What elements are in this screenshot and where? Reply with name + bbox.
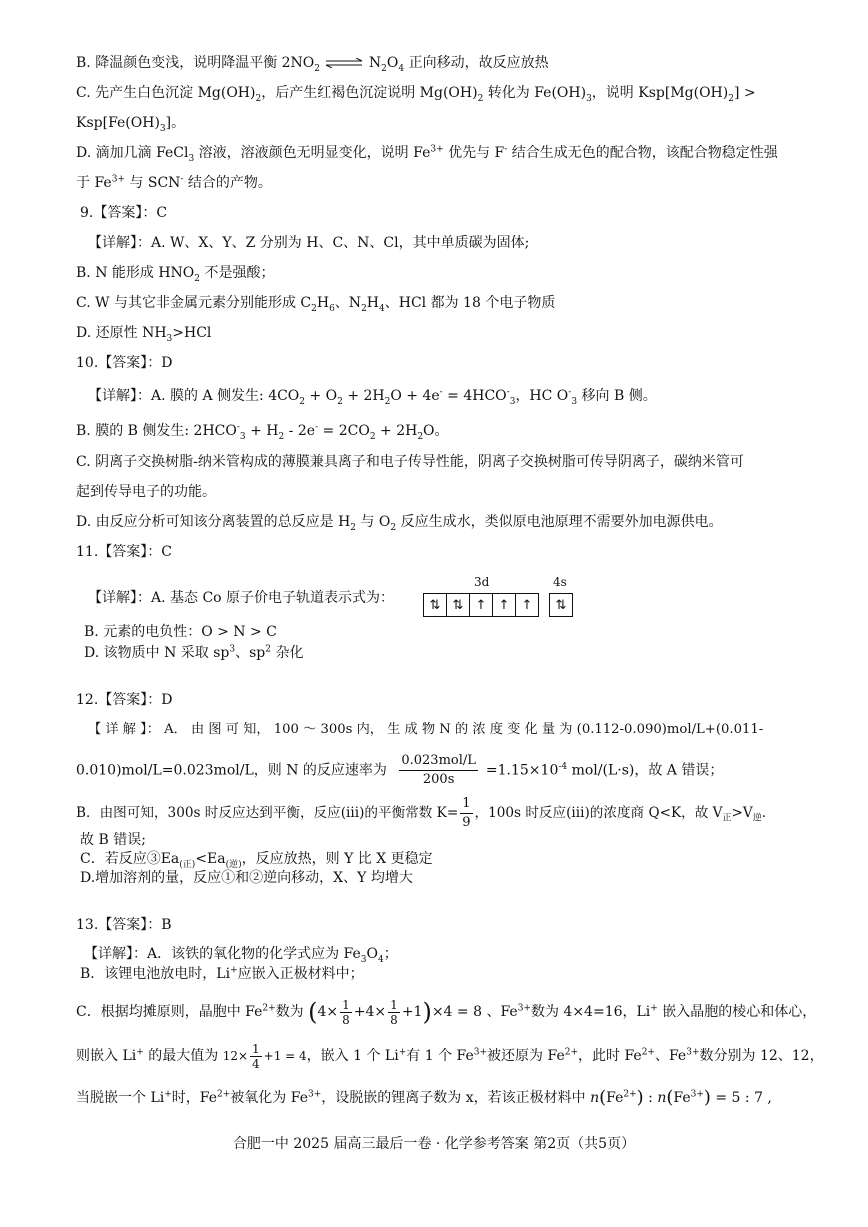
- q10-detail-b: B. 膜的 B 侧发生: $2HCO^-_3 + H_2 - 2e^- = 2CO_2 + 2H_2O$。: [76, 422, 449, 442]
- q9-answer: 9.【答案】：C: [80, 205, 168, 221]
- q12-detail-b: B．由图可知，300s 时反应达到平衡，反应(iii)的平衡常数 K= $\frac{1}{9}$ ，100s 时反应(iii)的浓度商 Q<K，故 $V_正>V_逆$.: [76, 796, 767, 830]
- q11-detail-a: 【详解】：A. 基态 Co 原子价电子轨道表示式为：: [88, 590, 395, 606]
- rate-fraction: $\frac{\text{0.023mol/L}}{200s}$: [401, 753, 476, 787]
- li-max-expression: 12× $\frac{1}{4}$ +1 = 4: [222, 1042, 307, 1071]
- q10-detail-d: D. 由反应分析可知该分离装置的总反应是 $H_2$ 与 $O_2$ 反应生成水，类似原电池原理不需要外加电源供电。: [76, 514, 723, 533]
- orbital-box-3d: [423, 593, 539, 617]
- q10-detail-a: 【详解】：A. 膜的 A 侧发生: $4CO_2 + O_2 + 2H_2O + 4e^- = 4HCO^-_3$，HC $O^-_3$ 移向 B 侧。: [88, 387, 657, 407]
- equilibrium-arrow-icon: [324, 58, 364, 69]
- q10-detail-c: C. 阴离子交换树脂-纳米管构成的薄膜兼具离子和电子传导性能，阴离子交换树脂可传导阴离子，碳纳米管可: [76, 454, 744, 470]
- q8-option-d: D. 滴加几滴 FeCl$_3$ 溶液，溶液颜色无明显变化，说明 $Fe^{3+}$ 优先与 F- 结合生成无色的配合物，该配合物稳定性强: [76, 144, 778, 164]
- q9-detail-b: B. N 能形成 $HNO_2$ 不是强酸；: [76, 265, 275, 284]
- q9-detail-a: 【详解】：A. W、X、Y、Z 分别为 H、C、N、Cl，其中单质碳为固体;: [88, 235, 530, 251]
- q13-detail-a: 【详解】：A．该铁的氧化物的化学式应为 $Fe_3O_4$；: [84, 946, 398, 965]
- page-footer: 合肥一中 2025 届高三最后一卷 · 化学参考答案 第2页（共5页）: [232, 1136, 636, 1152]
- q8-option-c: C. 先产生白色沉淀 $Mg(OH)_2$，后产生红褐色沉淀说明 $Mg(OH)_2$ 转化为 $Fe(OH)_3$，说明 $Ksp[Mg(OH)_2]$ >: [76, 85, 756, 104]
- q12-detail-a: 【 详 解 】： A． 由 图 可 知， 100 ～ 300s 内， 生 成 物 N 的 浓 度 变 化 量 为 (0.112-0.090)mol/L+(0.011-: [88, 722, 764, 737]
- q10-detail-c-cont: 起到传导电子的功能。: [76, 484, 216, 500]
- orbital-box-4s: [549, 593, 573, 617]
- orbital-cell: ⇅: [555, 597, 567, 613]
- orbital-cell: ↑: [493, 594, 516, 616]
- q10-answer: 10.【答案】：D: [76, 355, 173, 371]
- q8-option-d-cont: 于 $Fe^{3+}$ 与 SCN- 结合的产物。: [76, 174, 272, 191]
- orbital-cell: ↑: [470, 594, 493, 616]
- orbital-cell: ↑: [521, 597, 533, 613]
- orbital-label-4s: 4s: [553, 575, 567, 589]
- q12-detail-b-cont: 故 B 错误;: [80, 832, 146, 848]
- q13-detail-b: B．该锂电池放电时，Li+应嵌入正极材料中；: [80, 965, 364, 982]
- q11-detail-d: D. 该物质中 N 采取 $sp^3$、$sp^2$ 杂化: [84, 644, 304, 661]
- q11-answer: 11.【答案】：C: [76, 544, 172, 560]
- q13-detail-e: 则嵌入 Li+ 的最大值为 12× $\frac{1}{4}$ +1 = 4，嵌入 1 个 Li+有 1 个 $Fe^{3+}$被还原为 $Fe^{2+}$，此时 $Fe^{2+}$、$Fe^{3+}$数分别为 12、12，: [76, 1042, 824, 1071]
- k-fraction: $\frac{1}{9}$: [462, 796, 471, 830]
- q9-detail-c: C. W 与其它非金属元素分别能形成 $C_2H_6$、$N_2H_4$、HCl 都为 18 个电子物质: [76, 295, 556, 314]
- q12-detail-a-cont: 0.010)mol/L=0.023mol/L，则 N 的反应速率为 $\frac{\text{0.023mol/L}}{200s}$ $=1.15\times 10^{-4}$ mol/(L·s)，故 A 错误；: [76, 753, 724, 787]
- ratio-expression: $n(Fe^{2+})$ : $n(Fe^{3+})$: [590, 1087, 711, 1108]
- q13-answer: 13.【答案】：B: [76, 917, 172, 933]
- q12-detail-c: C．若反应$③Ea_{(正)}<Ea_{(逆)}$，反应放热，则 Y 比 X 更稳定: [80, 851, 433, 870]
- q12-answer: 12.【答案】：D: [76, 692, 173, 708]
- orbital-label-3d: 3d: [474, 575, 490, 589]
- orbital-cell: ⇅: [447, 594, 470, 616]
- q8-option-b: B. 降温颜色变浅，说明降温平衡 $2NO_2$ $N_2O_4$ 正向移动，故反应放热: [76, 55, 549, 74]
- q13-detail-c: C．根据均摊原则，晶胞中 $Fe^{2+}$数为 (4× $\frac{1}{8}$ +4× $\frac{1}{8}$ +1)×4 = 8 、$Fe^{3+}$数为 4×4=16，Li+ 嵌入晶胞的棱心和体心，: [76, 997, 817, 1027]
- q11-detail-b: B. 元素的电负性：O > N > C: [84, 624, 277, 640]
- fe2-count-expression: (4× $\frac{1}{8}$ +4× $\frac{1}{8}$ +1): [308, 997, 432, 1027]
- orbital-cell: ⇅: [424, 594, 447, 616]
- q13-detail-f: 当脱嵌一个 Li+时，$Fe^{2+}$被氧化为 $Fe^{3+}$，设脱嵌的锂离子数为 x，若该正极材料中 $n(Fe^{2+})$ : $n(Fe^{3+}) = 5$ : 7 ,: [76, 1087, 772, 1108]
- q12-detail-d: D.增加溶剂的量，反应①和②逆向移动，X、Y 均增大: [80, 870, 413, 886]
- q8-option-c-cont: $Ksp[Fe(OH)_3]$。: [76, 115, 186, 134]
- q9-detail-d: D. 还原性 $NH_3>HCl$: [76, 325, 212, 344]
